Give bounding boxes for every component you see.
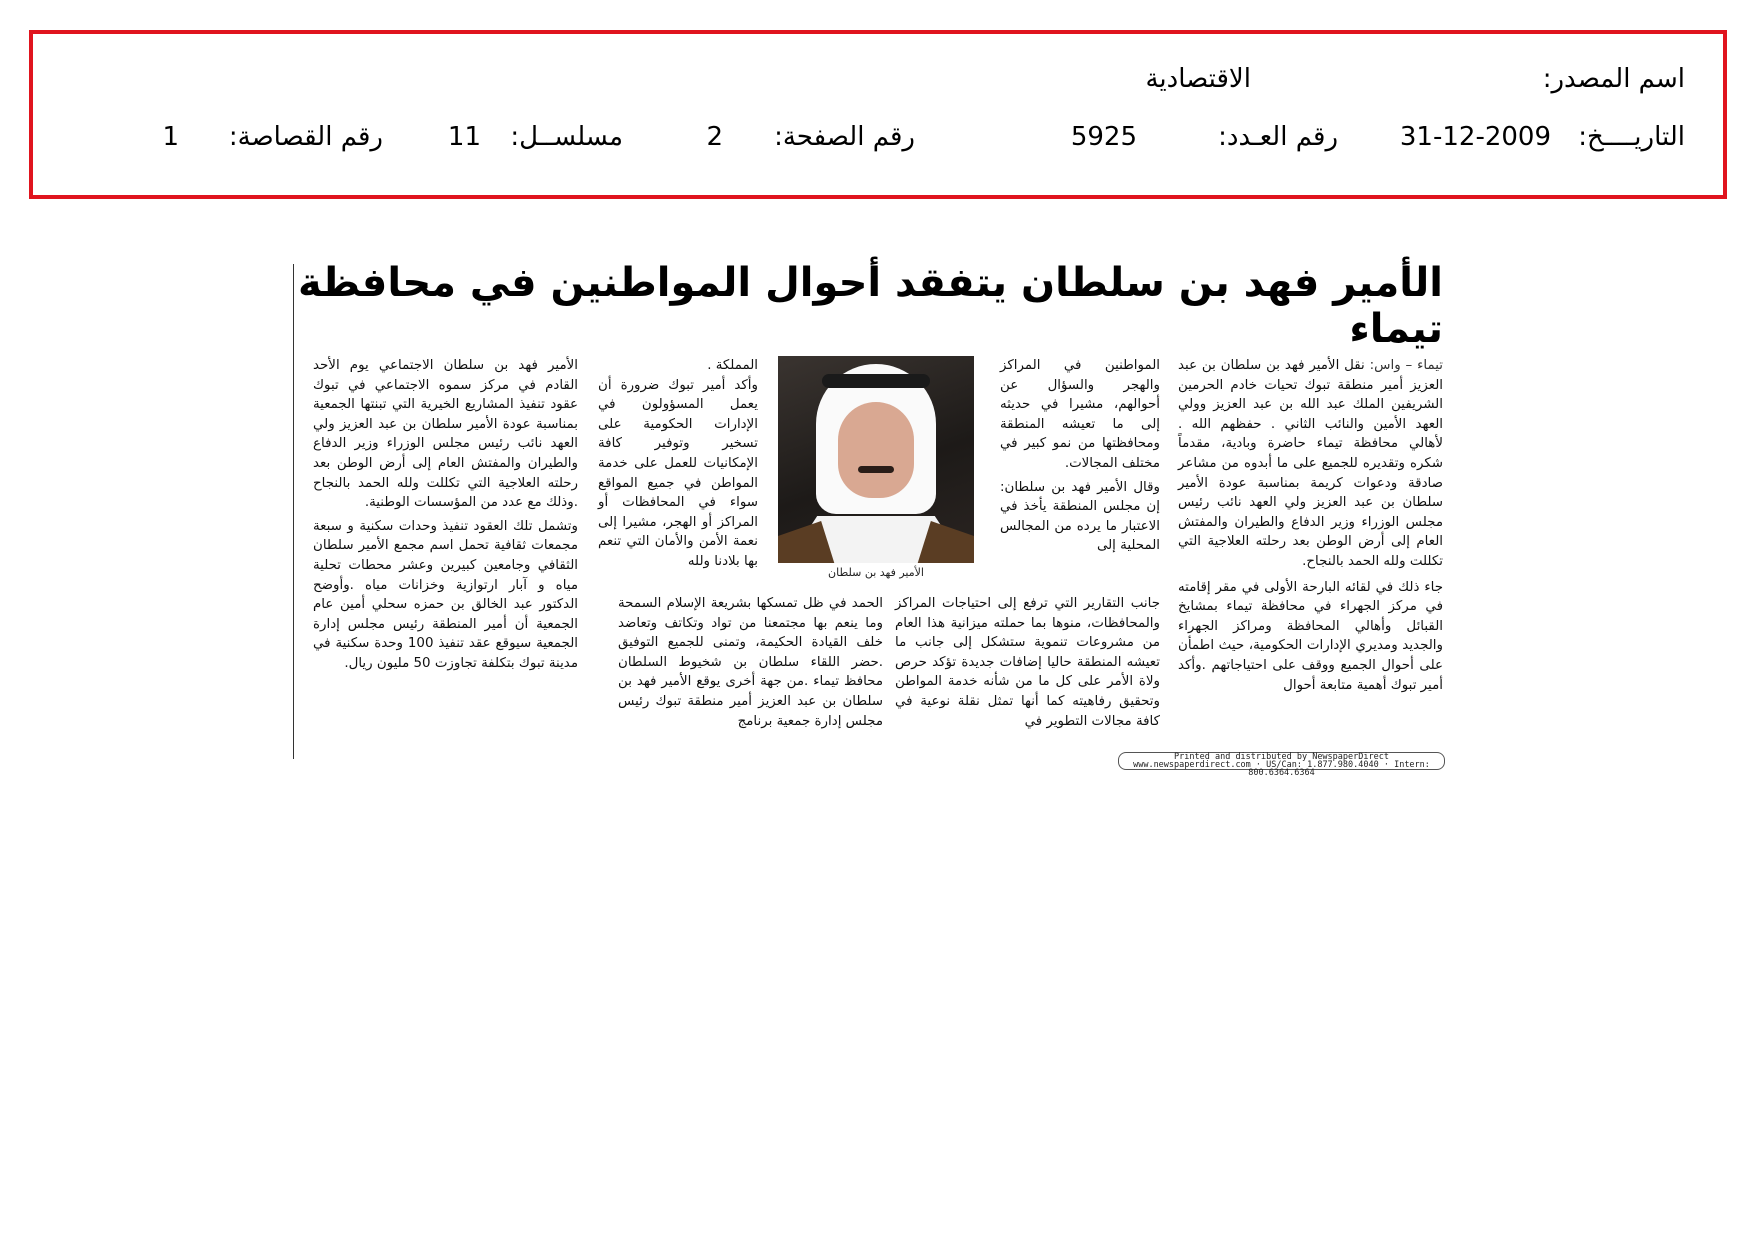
article-headline: الأمير فهد بن سلطان يتفقد أحوال المواطنين في محافظة تيماء [297,260,1443,352]
badge-line-2: www.newspaperdirect.com · US/Can: 1.877.980.4040 · Intern: 800.6364.6364 [1133,760,1430,778]
issue-label: رقم العـدد: [1218,122,1338,152]
clipping-metadata-box [29,30,1727,199]
article-clipping [288,260,1443,778]
column-2-text: المواطنين في المراكز والهجر والسؤال عن أحوالهم، مشيرا في حديثه إلى ما تعيشه المنطقة ومحافظتها من نمو كبير في مختلف المجالات. [1000,358,1160,471]
photo-face [838,402,914,498]
serial-value: 11 [447,122,481,152]
column-2b-text: وقال الأمير فهد بن سلطان: إن مجلس المنطقة يأخذ في الاعتبار ما يرده من المجالس المحلية إلى [1000,479,1160,554]
source-value: الاقتصادية [1145,64,1251,94]
photo-mustache [858,466,894,473]
article-column-1 [1178,356,1443,695]
article-column-4 [313,356,578,674]
page-label: رقم الصفحة: [774,122,915,152]
column-4-text: الأمير فهد بن سلطان الاجتماعي يوم الأحد القادم في مركز سموه الاجتماعي في تبوك عقود تنفيذ المشاريع الخيرية التي تبنتها الجمعية بمناسبة عودة الأمير سلطان بن عبد العزيز ولي العهد نائب رئيس مجلس الوزراء وزير الدفاع والطيران والمفتش العام إلى أرض الوطن بعد رحلته العلاجية التي تكللت ولله الحمد بالنجاح .وذلك مع عدد من المؤسسات الوطنية. [313,358,578,511]
column-1-text: نقل الأمير فهد بن سلطان بن عبد العزيز أمير منطقة تبوك تحيات خادم الحرمين الشريفين الملك عبد الله بن عبد العزيز وولي العهد الأمين والنائب الثاني . حفظهم الله . لأهالي محافظة تيماء حاضرة وبادية، مقدماً شكره وتقديره للجميع على ما أبدوه من مشاعر صادقة ودعوات كريمة بمناسبة عودة الأمير سلطان بن عبد العزيز ولي العهد نائب رئيس مجلس الوزراء وزير الدفاع والطيران والمفتش العام إلى أرض الوطن بعد رحلته العلاجية التي تكللت ولله الحمد بالنجاح. [1178,358,1443,569]
column-3b-text: وأكد أمير تبوك ضرورة أن يعمل المسؤولون في الإدارات الحكومية على تسخير وتوفير كافة الإمكانيات للعمل على خدمة المواطن في جميع المواقع سواء في المحافظات أو المراكز أو الهجر، مشيرا إلى نعمة الأمن والأمان التي تنعم بها بلادنا ولله [598,377,758,569]
issue-value: 5925 [1070,122,1137,152]
article-column-2-upper [1000,356,1160,556]
column-4b-text: وتشمل تلك العقود تنفيذ وحدات سكنية و سبعة مجمعات ثقافية تحمل اسم مجمع الأمير سلطان الثقافي وجامعين كبيرين وعشر محطات تحلية مياه و آبار ارتوازية وخزانات مياه .وأوضح الدكتور عبد الخالق بن حمزه سحلي أمين عام الجمعية أن أمير المنطقة رئيس مجلس إدارة الجمعية سيوقع عقد تنفيذ 100 وحدة سكنية في مدينة تبوك بتكلفة تجاوزت 50 مليون ريال. [313,518,578,671]
prince-photo [778,356,974,563]
clip-label: رقم القصاصة: [228,122,383,152]
serial-label: مسلســل: [510,122,623,152]
clip-value: 1 [162,122,179,152]
article-column-3-upper [598,356,758,572]
column-3c-text: الحمد في ظل تمسكها بشريعة الإسلام السمحة وما ينعم بها مجتمعنا من تواد وتكاتف وتعاضد خلف القيادة الحكيمة، وتمنى للجميع التوفيق .حضر اللقاء سلطان بن شخيوط السلطان محافظ تيماء .من جهة أخرى يوقع الأمير فهد بن سلطان بن عبد العزيز أمير منطقة تبوك رئيس مجلس إدارة جمعية برنامج [618,596,883,729]
newspaperdirect-badge [1118,752,1445,778]
page-value: 2 [706,122,723,152]
date-value: 31-12-2009 [1399,122,1551,152]
column-1-paragraph [1178,356,1443,572]
article-column-2-lower [895,594,1160,731]
photo-caption: الأمير فهد بن سلطان [828,566,924,579]
badge-line-1: Printed and distributed by NewspaperDirect [1174,752,1389,762]
article-dateline: تيماء – واس: [1369,358,1443,373]
photo-agal [822,374,930,388]
column-2c-text: جانب التقارير التي ترفع إلى احتياجات المراكز والمحافظات، منوها بما حملته ميزانية هذا العام من مشروعات تنموية ستشكل إلى جانب ما تعيشه المنطقة حاليا إضافات جديدة تؤكد حرص ولاة الأمر على كل ما من شأنه خدمة المواطن وتحقيق رفاهيته كما أنها تمثل نقلة نوعية في كافة مجالات التطوير في [895,596,1160,729]
article-column-3-lower [618,594,883,731]
column-3-text: المملكة . [707,358,758,373]
column-1b-text: جاء ذلك في لقائه البارحة الأولى في مقر إقامته في مركز الجهراء في محافظة تيماء بمشايخ القبائل وأهالي المحافظة ومراكز الجهراء والجديد ومديري الإدارات الحكومية، حيث اطمأن على أحوال الجميع ووقف على احتياجاتهم .وأكد أمير تبوك أهمية متابعة أحوال [1178,579,1443,693]
source-label: اسم المصدر: [1542,64,1685,94]
date-label: التاريــــخ: [1578,122,1685,152]
